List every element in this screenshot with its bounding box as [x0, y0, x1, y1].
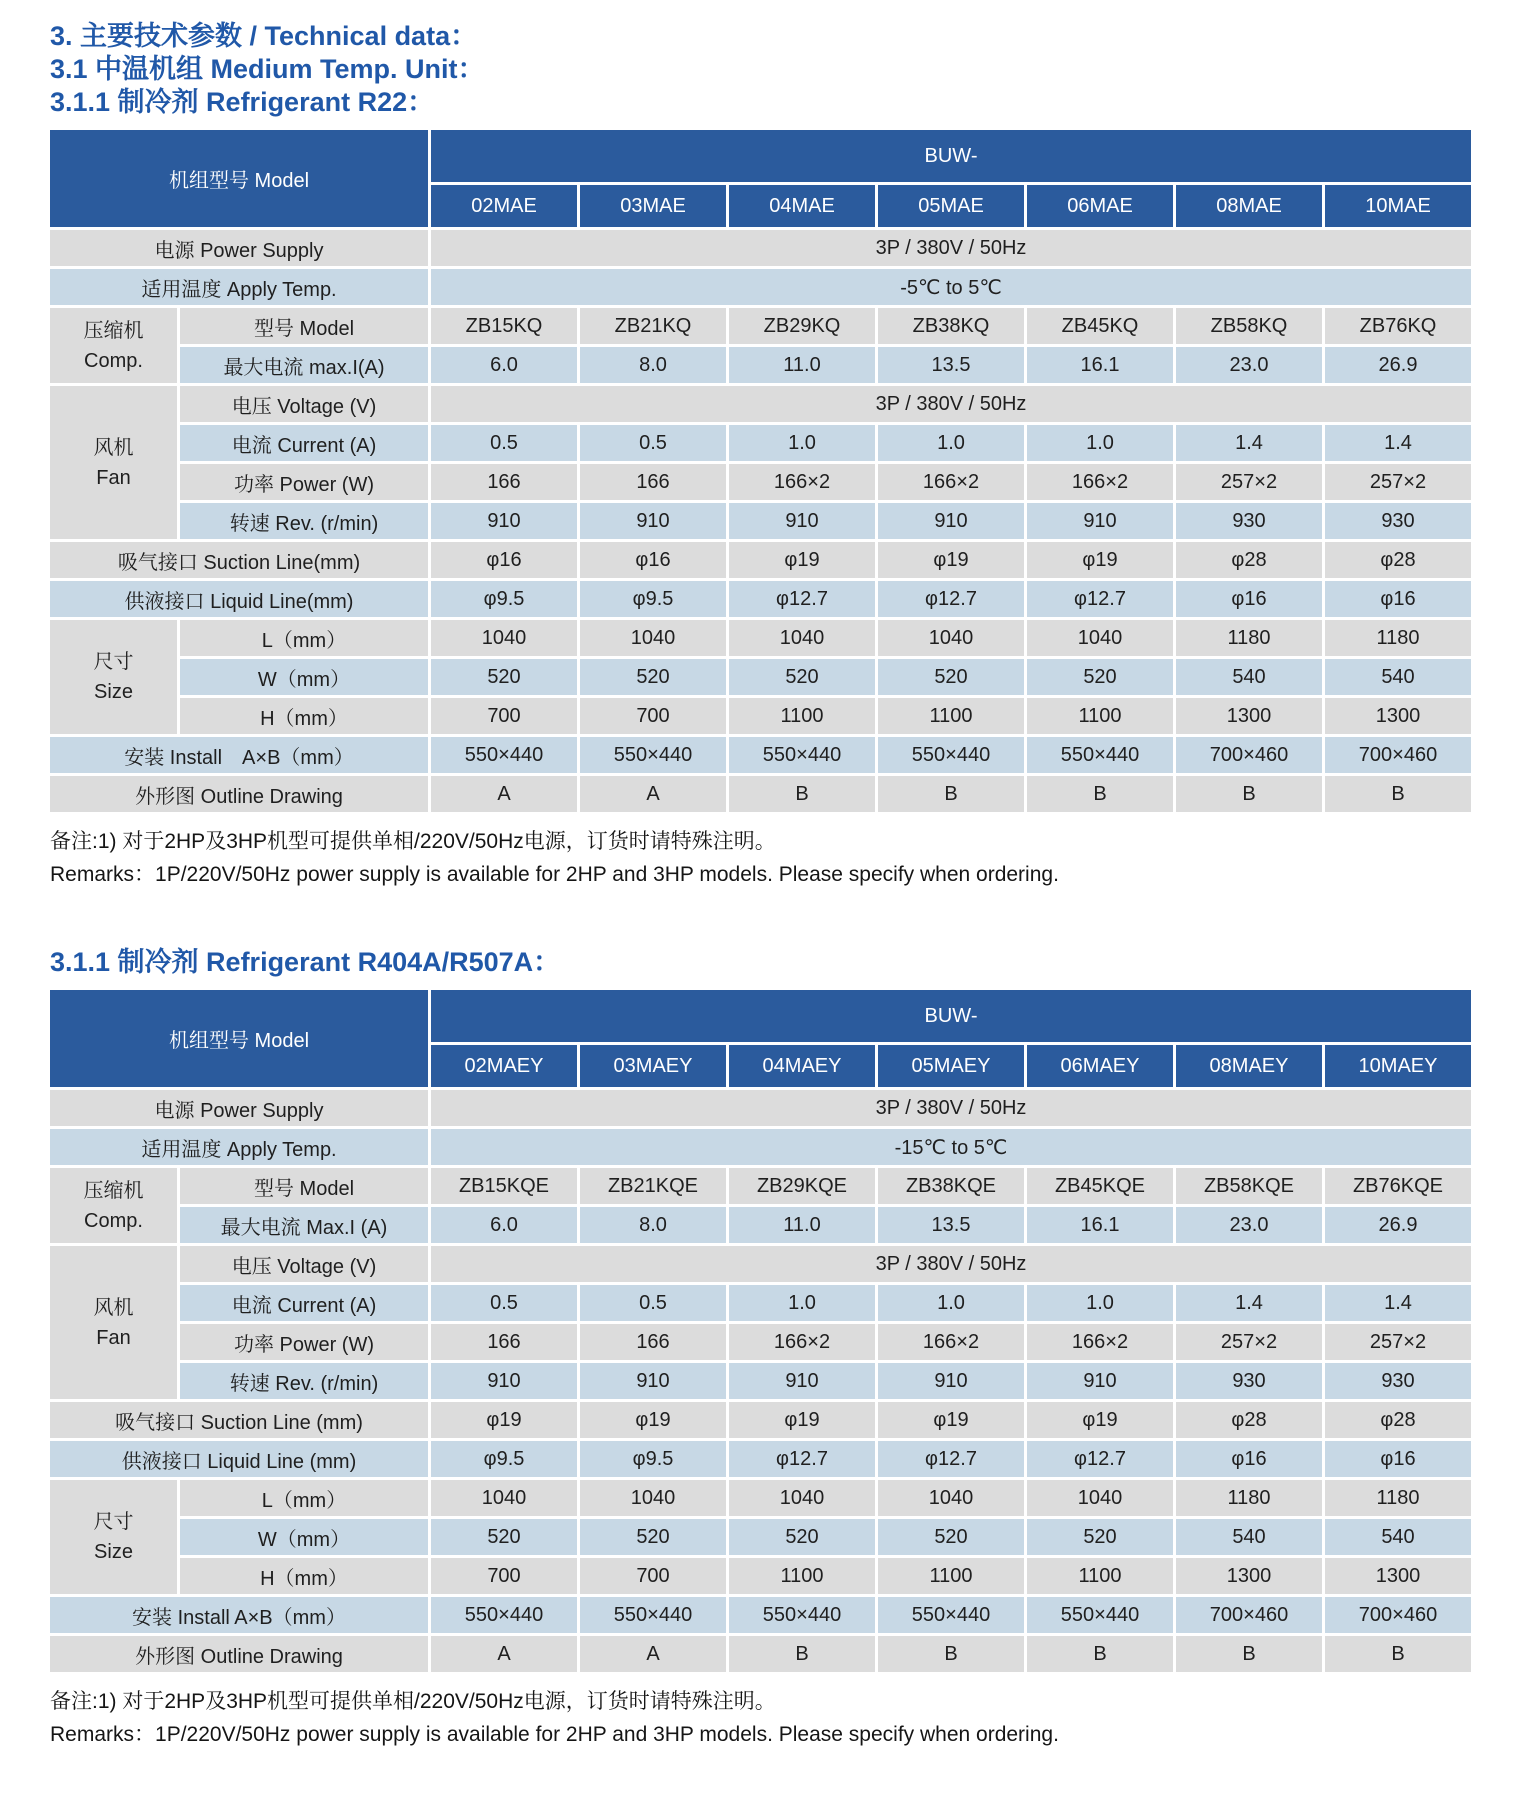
table-row — [50, 230, 1471, 266]
value-cell: ZB76KQE — [1325, 1168, 1471, 1204]
merged-value-cell: -15℃ to 5℃ — [431, 1129, 1471, 1165]
value-cell: B — [1325, 1636, 1471, 1672]
value-cell: φ16 — [1325, 1441, 1471, 1477]
value-cell: ZB58KQE — [1176, 1168, 1322, 1204]
value-cell: 1300 — [1176, 1558, 1322, 1594]
value-cell: 910 — [1027, 1363, 1173, 1399]
table-row — [50, 1363, 1471, 1399]
value-cell: 1100 — [1027, 698, 1173, 734]
model-column-header: 08MAEY — [1176, 1045, 1322, 1087]
value-cell: 166×2 — [729, 464, 875, 500]
model-column-header: 03MAEY — [580, 1045, 726, 1087]
group-label-line: Size — [94, 1541, 133, 1563]
value-cell: 700 — [580, 698, 726, 734]
group-label-line: Fan — [96, 1326, 131, 1349]
value-cell: 1300 — [1325, 698, 1471, 734]
value-cell: 520 — [1027, 659, 1173, 695]
value-cell: 26.9 — [1325, 1207, 1471, 1243]
value-cell: 166×2 — [878, 1324, 1024, 1360]
value-cell: B — [1325, 776, 1471, 812]
value-cell: ZB58KQ — [1176, 308, 1322, 344]
model-column-header: 03MAE — [580, 185, 726, 227]
table-row — [50, 1168, 1471, 1204]
value-cell: 700×460 — [1325, 1597, 1471, 1633]
value-cell: 1180 — [1325, 620, 1471, 656]
value-cell: 520 — [431, 659, 577, 695]
table-row — [50, 1207, 1471, 1243]
value-cell: B — [1176, 1636, 1322, 1672]
row-group-label — [50, 1480, 177, 1594]
table-row — [50, 308, 1471, 344]
value-cell: 1.4 — [1176, 425, 1322, 461]
value-cell: φ19 — [878, 1402, 1024, 1438]
value-cell: 166×2 — [1027, 1324, 1173, 1360]
value-cell: φ19 — [1027, 1402, 1173, 1438]
group-label-line: 压缩机 — [83, 319, 144, 342]
value-cell: 520 — [729, 659, 875, 695]
row-label: 外形图 Outline Drawing — [50, 1636, 428, 1672]
row-label: 适用温度 Apply Temp. — [50, 1129, 428, 1165]
row-label: 型号 Model — [180, 308, 428, 344]
value-cell: 166 — [580, 464, 726, 500]
value-cell: A — [580, 776, 726, 812]
value-cell: 13.5 — [878, 1207, 1024, 1243]
value-cell: 1040 — [878, 1480, 1024, 1516]
group-label-line: 风机 — [93, 1296, 134, 1319]
value-cell: 8.0 — [580, 1207, 726, 1243]
value-cell: 520 — [878, 659, 1024, 695]
value-cell: 6.0 — [431, 347, 577, 383]
value-cell: 550×440 — [1027, 737, 1173, 773]
value-cell: 1100 — [729, 698, 875, 734]
value-cell: 1.0 — [878, 425, 1024, 461]
row-label: 吸气接口 Suction Line(mm) — [50, 542, 428, 578]
remark-cn-r22: 备注:1) 对于2HP及3HP机型可提供单相/220V/50Hz电源，订货时请特殊注明。 — [50, 830, 776, 853]
value-cell: 0.5 — [431, 425, 577, 461]
row-label: W（mm） — [180, 659, 428, 695]
table-row — [50, 347, 1471, 383]
value-cell: 1.0 — [729, 425, 875, 461]
value-cell: ZB29KQ — [729, 308, 875, 344]
value-cell: 0.5 — [580, 1285, 726, 1321]
value-cell: φ12.7 — [1027, 581, 1173, 617]
value-cell: 11.0 — [729, 1207, 875, 1243]
merged-value-cell: 3P / 380V / 50Hz — [431, 1246, 1471, 1282]
value-cell: B — [1027, 1636, 1173, 1672]
table-row — [50, 503, 1471, 539]
table-row — [50, 1597, 1471, 1633]
row-label: 电流 Current (A) — [180, 425, 428, 461]
row-label: 电压 Voltage (V) — [180, 386, 428, 422]
value-cell: 550×440 — [580, 1597, 726, 1633]
value-cell: 1100 — [729, 1558, 875, 1594]
row-label: 电源 Power Supply — [50, 1090, 428, 1126]
table-row — [50, 1246, 1471, 1282]
value-cell: 700 — [580, 1558, 726, 1594]
value-cell: 6.0 — [431, 1207, 577, 1243]
value-cell: 1040 — [729, 620, 875, 656]
table-row — [50, 1129, 1471, 1165]
value-cell: 910 — [729, 1363, 875, 1399]
value-cell: 550×440 — [878, 1597, 1024, 1633]
merged-value-cell: 3P / 380V / 50Hz — [431, 1090, 1471, 1126]
table-row — [50, 269, 1471, 305]
row-label: 最大电流 max.I(A) — [180, 347, 428, 383]
series-header: BUW- — [431, 990, 1471, 1042]
value-cell: 910 — [580, 1363, 726, 1399]
table-row — [50, 425, 1471, 461]
value-cell: 930 — [1325, 503, 1471, 539]
table-row — [50, 1441, 1471, 1477]
value-cell: ZB45KQ — [1027, 308, 1173, 344]
model-column-header: 04MAE — [729, 185, 875, 227]
model-column-header: 02MAE — [431, 185, 577, 227]
value-cell: ZB29KQE — [729, 1168, 875, 1204]
value-cell: ZB15KQ — [431, 308, 577, 344]
remark-cn-r404a: 备注:1) 对于2HP及3HP机型可提供单相/220V/50Hz电源，订货时请特殊注明。 — [50, 1690, 776, 1713]
value-cell: 1040 — [431, 1480, 577, 1516]
value-cell: 8.0 — [580, 347, 726, 383]
value-cell: 700×460 — [1176, 737, 1322, 773]
row-label: H（mm） — [180, 698, 428, 734]
table-row — [50, 1480, 1471, 1516]
value-cell: 520 — [580, 1519, 726, 1555]
value-cell: ZB38KQ — [878, 308, 1024, 344]
value-cell: 166×2 — [729, 1324, 875, 1360]
row-label: 转速 Rev. (r/min) — [180, 1363, 428, 1399]
value-cell: 550×440 — [1027, 1597, 1173, 1633]
value-cell: A — [431, 1636, 577, 1672]
row-label: 转速 Rev. (r/min) — [180, 503, 428, 539]
value-cell: φ12.7 — [729, 1441, 875, 1477]
value-cell: φ16 — [1176, 1441, 1322, 1477]
value-cell: 930 — [1176, 1363, 1322, 1399]
value-cell: ZB38KQE — [878, 1168, 1024, 1204]
heading-medium-temp-unit: 3.1 中温机组 Medium Temp. Unit： — [50, 54, 485, 84]
value-cell: 166 — [431, 1324, 577, 1360]
value-cell: φ28 — [1325, 1402, 1471, 1438]
value-cell: 550×440 — [878, 737, 1024, 773]
value-cell: 910 — [729, 503, 875, 539]
table-row — [50, 1285, 1471, 1321]
value-cell: φ12.7 — [729, 581, 875, 617]
value-cell: 520 — [431, 1519, 577, 1555]
row-label: 最大电流 Max.I (A) — [180, 1207, 428, 1243]
value-cell: A — [431, 776, 577, 812]
table-row — [50, 1324, 1471, 1360]
value-cell: 1.0 — [1027, 425, 1173, 461]
value-cell: 910 — [580, 503, 726, 539]
value-cell: 26.9 — [1325, 347, 1471, 383]
value-cell: 1040 — [1027, 1480, 1173, 1516]
group-label-line: Comp. — [84, 349, 143, 372]
value-cell: 1.0 — [878, 1285, 1024, 1321]
remark-en-r22: Remarks：1P/220V/50Hz power supply is available for 2HP and 3HP models. Please specify when ordering. — [50, 863, 1059, 886]
value-cell: φ19 — [431, 1402, 577, 1438]
model-column-header: 06MAE — [1027, 185, 1173, 227]
value-cell: φ28 — [1325, 542, 1471, 578]
row-label: L（mm） — [180, 620, 428, 656]
value-cell: B — [729, 776, 875, 812]
value-cell: 0.5 — [580, 425, 726, 461]
table-row — [50, 659, 1471, 695]
value-cell: 1040 — [431, 620, 577, 656]
group-label-line: Size — [94, 681, 133, 703]
value-cell: 1040 — [729, 1480, 875, 1516]
row-group-label — [50, 386, 177, 539]
heading-refrigerant-r404a-r507a: 3.1.1 制冷剂 Refrigerant R404A/R507A： — [50, 947, 561, 977]
value-cell: 1180 — [1325, 1480, 1471, 1516]
model-column-header: 05MAE — [878, 185, 1024, 227]
value-cell: φ16 — [1176, 581, 1322, 617]
value-cell: 1.0 — [729, 1285, 875, 1321]
merged-value-cell: 3P / 380V / 50Hz — [431, 386, 1471, 422]
value-cell: φ19 — [729, 1402, 875, 1438]
table-row — [50, 464, 1471, 500]
value-cell: φ19 — [580, 1402, 726, 1438]
value-cell: ZB21KQ — [580, 308, 726, 344]
value-cell: 910 — [878, 503, 1024, 539]
row-label: 吸气接口 Suction Line (mm) — [50, 1402, 428, 1438]
value-cell: 23.0 — [1176, 1207, 1322, 1243]
value-cell: 16.1 — [1027, 347, 1173, 383]
value-cell: B — [729, 1636, 875, 1672]
value-cell: 930 — [1325, 1363, 1471, 1399]
value-cell: 257×2 — [1176, 1324, 1322, 1360]
value-cell: 550×440 — [431, 737, 577, 773]
value-cell: φ28 — [1176, 542, 1322, 578]
value-cell: 540 — [1325, 1519, 1471, 1555]
value-cell: 550×440 — [729, 737, 875, 773]
value-cell: 1.4 — [1176, 1285, 1322, 1321]
group-label-line: 尺寸 — [93, 651, 134, 673]
table-row — [50, 1519, 1471, 1555]
row-label: 供液接口 Liquid Line(mm) — [50, 581, 428, 617]
value-cell: 257×2 — [1176, 464, 1322, 500]
value-cell: φ9.5 — [431, 581, 577, 617]
row-group-label — [50, 308, 177, 383]
value-cell: 166 — [431, 464, 577, 500]
value-cell: φ9.5 — [580, 1441, 726, 1477]
corner-model-header: 机组型号 Model — [50, 990, 428, 1087]
value-cell: φ12.7 — [1027, 1441, 1173, 1477]
value-cell: 16.1 — [1027, 1207, 1173, 1243]
header-row-series — [50, 990, 1471, 1042]
value-cell: 1100 — [878, 698, 1024, 734]
value-cell: 1040 — [878, 620, 1024, 656]
value-cell: B — [1027, 776, 1173, 812]
row-label: 电流 Current (A) — [180, 1285, 428, 1321]
row-label: L（mm） — [180, 1480, 428, 1516]
row-label: 适用温度 Apply Temp. — [50, 269, 428, 305]
value-cell: 540 — [1176, 1519, 1322, 1555]
row-label: H（mm） — [180, 1558, 428, 1594]
value-cell: 700 — [431, 1558, 577, 1594]
model-column-header: 10MAEY — [1325, 1045, 1471, 1087]
row-label: 功率 Power (W) — [180, 464, 428, 500]
model-column-header: 02MAEY — [431, 1045, 577, 1087]
technical-table-r22 — [47, 127, 1474, 815]
value-cell: 540 — [1176, 659, 1322, 695]
value-cell: 257×2 — [1325, 1324, 1471, 1360]
value-cell: 257×2 — [1325, 464, 1471, 500]
value-cell: 520 — [580, 659, 726, 695]
table-row — [50, 1402, 1471, 1438]
value-cell: 700×460 — [1325, 737, 1471, 773]
value-cell: ZB76KQ — [1325, 308, 1471, 344]
value-cell: ZB21KQE — [580, 1168, 726, 1204]
value-cell: φ19 — [878, 542, 1024, 578]
corner-model-header: 机组型号 Model — [50, 130, 428, 227]
table-row — [50, 1090, 1471, 1126]
value-cell: B — [878, 1636, 1024, 1672]
model-column-header: 08MAE — [1176, 185, 1322, 227]
value-cell: 540 — [1325, 659, 1471, 695]
value-cell: A — [580, 1636, 726, 1672]
table-row — [50, 386, 1471, 422]
table-container-r404a-r507a — [50, 987, 1480, 1675]
value-cell: 13.5 — [878, 347, 1024, 383]
value-cell: ZB15KQE — [431, 1168, 577, 1204]
header-row-series — [50, 130, 1471, 182]
value-cell: 910 — [431, 503, 577, 539]
series-header: BUW- — [431, 130, 1471, 182]
value-cell: φ16 — [1325, 581, 1471, 617]
table-row — [50, 737, 1471, 773]
value-cell: 700 — [431, 698, 577, 734]
row-label: 电压 Voltage (V) — [180, 1246, 428, 1282]
group-label-line: Comp. — [84, 1209, 143, 1232]
row-label: 供液接口 Liquid Line (mm) — [50, 1441, 428, 1477]
group-label-line: Fan — [96, 466, 131, 489]
row-label: 安装 Install A×B（mm） — [50, 737, 428, 773]
table-row — [50, 1636, 1471, 1672]
merged-value-cell: -5℃ to 5℃ — [431, 269, 1471, 305]
value-cell: 550×440 — [729, 1597, 875, 1633]
model-column-header: 10MAE — [1325, 185, 1471, 227]
value-cell: 1040 — [580, 1480, 726, 1516]
remark-en-r404a: Remarks：1P/220V/50Hz power supply is available for 2HP and 3HP models. Please specify when ordering. — [50, 1723, 1059, 1746]
row-group-label — [50, 620, 177, 734]
value-cell: φ19 — [729, 542, 875, 578]
heading-refrigerant-r22: 3.1.1 制冷剂 Refrigerant R22： — [50, 87, 435, 117]
model-column-header: 05MAEY — [878, 1045, 1024, 1087]
table-row — [50, 581, 1471, 617]
value-cell: 910 — [878, 1363, 1024, 1399]
value-cell: 550×440 — [580, 737, 726, 773]
row-group-label — [50, 1246, 177, 1399]
value-cell: 23.0 — [1176, 347, 1322, 383]
value-cell: φ12.7 — [878, 581, 1024, 617]
value-cell: 1.4 — [1325, 1285, 1471, 1321]
value-cell: φ12.7 — [878, 1441, 1024, 1477]
value-cell: φ9.5 — [580, 581, 726, 617]
value-cell: φ16 — [431, 542, 577, 578]
value-cell: 1300 — [1325, 1558, 1471, 1594]
technical-table-r404a-r507a — [47, 987, 1474, 1675]
table-row — [50, 776, 1471, 812]
value-cell: B — [878, 776, 1024, 812]
value-cell: 11.0 — [729, 347, 875, 383]
model-column-header: 04MAEY — [729, 1045, 875, 1087]
value-cell: 520 — [878, 1519, 1024, 1555]
value-cell: 1100 — [878, 1558, 1024, 1594]
value-cell: φ19 — [1027, 542, 1173, 578]
value-cell: 1300 — [1176, 698, 1322, 734]
group-label-line: 风机 — [93, 436, 134, 459]
value-cell: φ9.5 — [431, 1441, 577, 1477]
value-cell: B — [1176, 776, 1322, 812]
heading-technical-data: 3. 主要技术参数 / Technical data： — [50, 21, 478, 51]
value-cell: 1180 — [1176, 1480, 1322, 1516]
value-cell: 166 — [580, 1324, 726, 1360]
value-cell: ZB45KQE — [1027, 1168, 1173, 1204]
value-cell: 1180 — [1176, 620, 1322, 656]
row-label: 电源 Power Supply — [50, 230, 428, 266]
row-label: 安装 Install A×B（mm） — [50, 1597, 428, 1633]
value-cell: 930 — [1176, 503, 1322, 539]
value-cell: 1.4 — [1325, 425, 1471, 461]
table-container-r22 — [50, 127, 1480, 815]
table-row — [50, 698, 1471, 734]
value-cell: 520 — [729, 1519, 875, 1555]
value-cell: φ16 — [580, 542, 726, 578]
value-cell: 166×2 — [878, 464, 1024, 500]
value-cell: 550×440 — [431, 1597, 577, 1633]
group-label-line: 压缩机 — [83, 1179, 144, 1202]
row-label: 型号 Model — [180, 1168, 428, 1204]
table-row — [50, 1558, 1471, 1594]
row-group-label — [50, 1168, 177, 1243]
value-cell: 1.0 — [1027, 1285, 1173, 1321]
merged-value-cell: 3P / 380V / 50Hz — [431, 230, 1471, 266]
value-cell: φ28 — [1176, 1402, 1322, 1438]
group-label-line: 尺寸 — [93, 1511, 134, 1533]
value-cell: 520 — [1027, 1519, 1173, 1555]
row-label: W（mm） — [180, 1519, 428, 1555]
value-cell: 700×460 — [1176, 1597, 1322, 1633]
value-cell: 0.5 — [431, 1285, 577, 1321]
value-cell: 166×2 — [1027, 464, 1173, 500]
table-row — [50, 620, 1471, 656]
table-row — [50, 542, 1471, 578]
row-label: 功率 Power (W) — [180, 1324, 428, 1360]
row-label: 外形图 Outline Drawing — [50, 776, 428, 812]
value-cell: 1100 — [1027, 1558, 1173, 1594]
value-cell: 910 — [431, 1363, 577, 1399]
value-cell: 1040 — [1027, 620, 1173, 656]
model-column-header: 06MAEY — [1027, 1045, 1173, 1087]
value-cell: 1040 — [580, 620, 726, 656]
value-cell: 910 — [1027, 503, 1173, 539]
